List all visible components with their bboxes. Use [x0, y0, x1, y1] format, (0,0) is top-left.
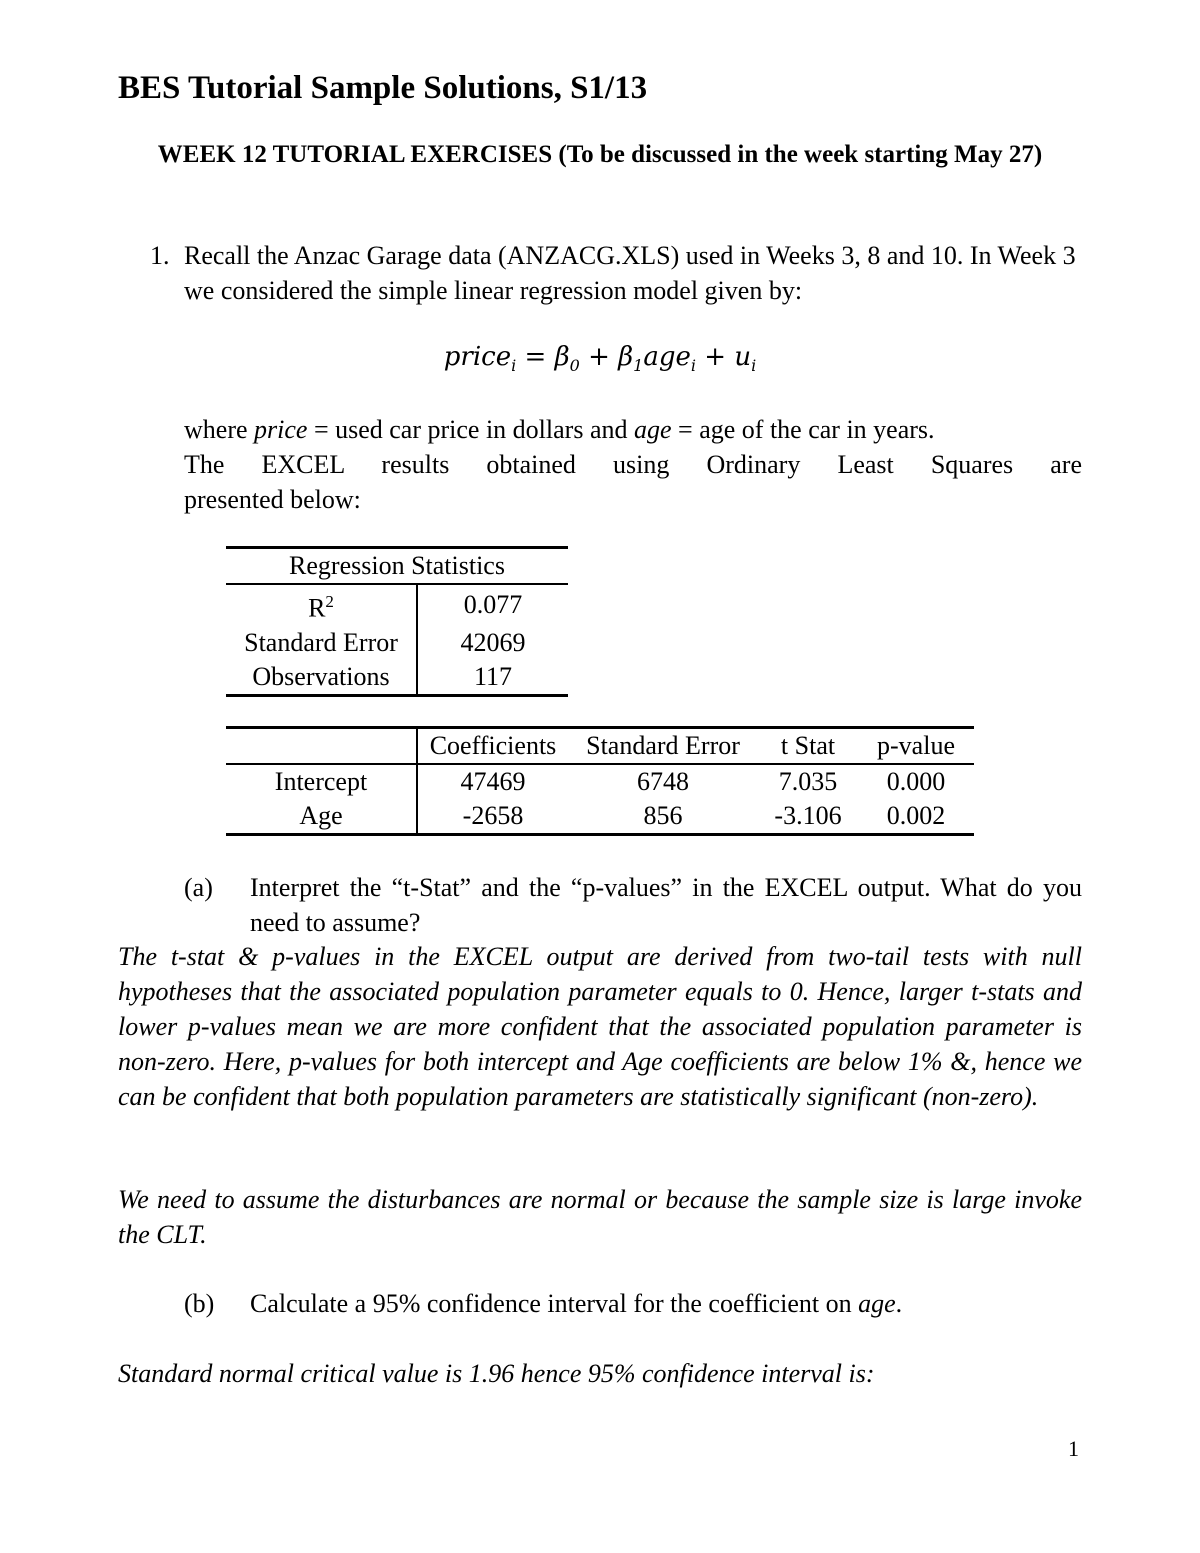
part-a-question: [184, 870, 1082, 940]
question-number: 1.: [150, 241, 170, 270]
part-b-text: Calculate a 95% confidence interval for the coefficient on age.: [250, 1289, 903, 1318]
coefficients-table: [226, 726, 974, 836]
stat-value: 0.077: [463, 590, 523, 620]
model-description: [184, 412, 1082, 517]
question-1: [150, 238, 1084, 308]
row-label: Intercept: [226, 764, 417, 799]
stat-value: 42069: [460, 627, 526, 657]
document-title: BES Tutorial Sample Solutions, S1/13: [118, 70, 648, 106]
part-b-label: (b): [184, 1289, 215, 1318]
col-header-t-stat: t Stat: [758, 728, 858, 765]
col-header-coefficients: Coefficients: [417, 728, 568, 765]
cell-t-stat: -3.106: [758, 799, 858, 835]
part-a-answer-2: We need to assume the disturbances are normal or because the sample size is large invoke the CLT.: [118, 1185, 1082, 1249]
cell-p-value: 0.000: [886, 767, 946, 796]
row-label: Age: [226, 799, 417, 835]
col-header-p-value: p-value: [858, 728, 974, 765]
stat-label: Observations: [226, 660, 417, 696]
part-a-label: (a): [184, 873, 213, 902]
table-row: [226, 764, 974, 799]
table-row: [226, 799, 974, 835]
cell-standard-error: 856: [568, 799, 758, 835]
week-heading: WEEK 12 TUTORIAL EXERCISES (To be discussed in the week starting May 27): [157, 141, 1043, 168]
part-b-answer: Standard normal critical value is 1.96 hence 95% confidence interval is:: [118, 1359, 875, 1388]
cell-coefficient: -2658: [417, 799, 568, 835]
part-a-text: Interpret the “t-Stat” and the “p-values” in the EXCEL output. What do you need to assume?: [250, 873, 1082, 937]
table-row: [226, 626, 568, 660]
cell-t-stat: 7.035: [778, 767, 838, 796]
cell-standard-error: 6748: [637, 767, 689, 796]
desc-line-2: The EXCEL results obtained using Ordinary Least Squares are: [184, 450, 1082, 479]
desc-line-3: presented below:: [184, 485, 361, 514]
cell-p-value: 0.002: [858, 799, 974, 835]
desc-line-1: where price = used car price in dollars and age = age of the car in years.: [184, 415, 935, 444]
regression-equation: price$_i$ = $\beta_0 + \beta_1age_i + u_i$: [443, 342, 757, 376]
table-row: [226, 584, 568, 626]
col-header-standard-error: Standard Error: [568, 728, 758, 765]
part-b-question: [184, 1286, 1082, 1321]
cell-coefficient: 47469: [460, 767, 526, 796]
page-number: 1: [1068, 1436, 1079, 1461]
regression-statistics-table: [226, 546, 568, 697]
stat-value: 117: [417, 660, 568, 696]
stat-label: Standard Error: [226, 626, 417, 660]
table-row: [226, 660, 568, 696]
question-1-text: Recall the Anzac Garage data (ANZACG.XLS) used in Weeks 3, 8 and 10. In Week 3 we considered the simple linear regression model given by:: [184, 241, 1076, 305]
part-a-answer-1: The t-stat & p-values in the EXCEL output are derived from two-tail tests with null hypotheses that the associated population parameter equals to 0. Hence, larger t-stats and lower p-values mean we are more confident that the associated population parameter is non-zero. Here, p-values for both intercept and Age coefficients are below 1% &, hence we can be confident that both population parameters are statistically significant (non-zero).: [118, 942, 1082, 1111]
table-header-row: [226, 728, 974, 765]
stat-label: $R^2$: [226, 584, 417, 626]
regression-statistics-heading: Regression Statistics: [226, 548, 568, 585]
